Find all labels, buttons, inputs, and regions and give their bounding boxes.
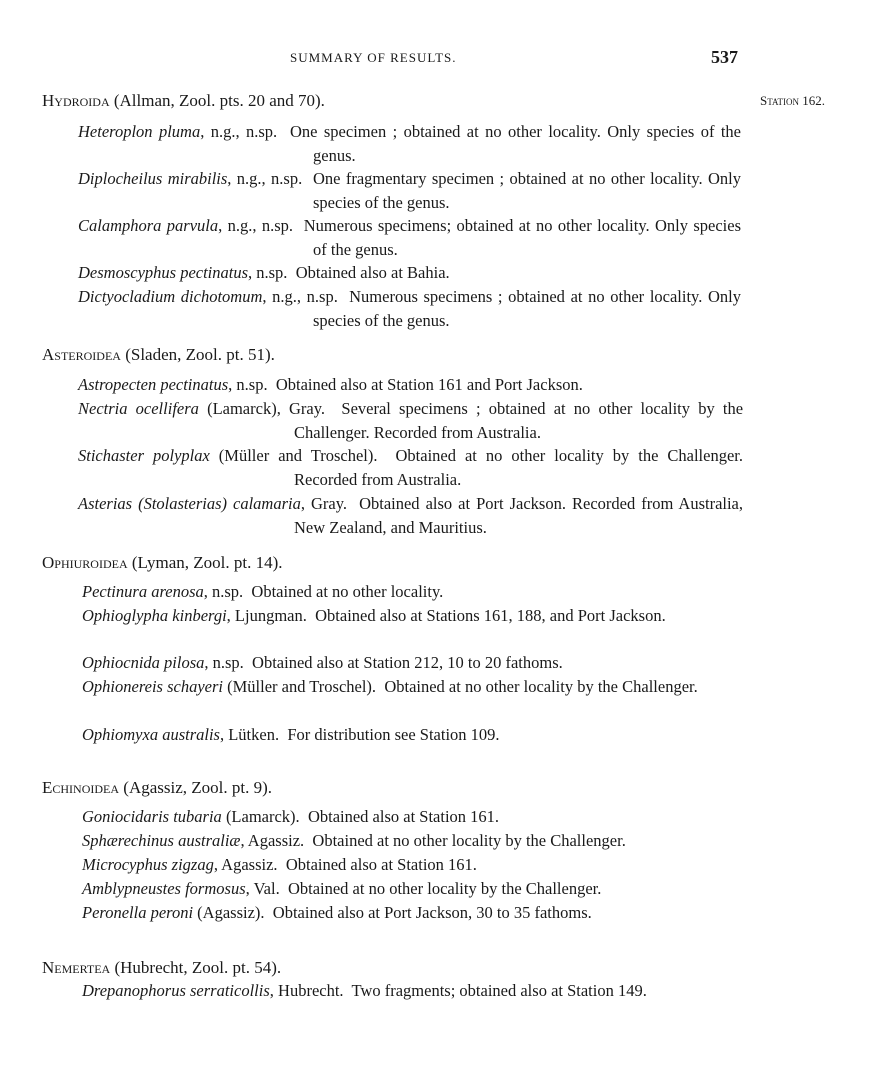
group-name: Hydroida [42,91,110,110]
species-note: Obtained also at Stations 161, 188, and Port Jackson. [315,606,666,625]
species-name: Nectria ocellifera [78,399,199,418]
species-entry [82,580,745,604]
species-authority: (Lamarck), Gray. [198,399,326,418]
species-name: Calamphora parvula [78,216,219,235]
species-note: Obtained also at Station 212, 10 to 20 fathoms. [252,653,563,672]
running-title: SUMMARY OF RESULTS. [290,50,457,65]
group-heading [42,777,272,799]
group-reference: (Hubrecht, Zool. pt. 54). [114,958,282,977]
species-entry [78,167,741,214]
running-head [0,47,880,70]
species-note: Obtained also at Station 161. [285,855,477,874]
species-entry [78,214,741,261]
species-note: Obtained also at Port Jackson. Recorded from Australia, New Zealand, and Mauritius. [294,494,744,537]
group-name: Ophiuroidea [42,553,128,572]
species-note: Obtained at no other locality by the Challenger. [384,677,698,696]
species-note: Obtained at no other locality by the Challenger. [287,879,602,898]
page-number: 537 [711,47,738,67]
species-entry [82,651,745,675]
species-name: Ophionereis schayeri [82,677,223,696]
species-entry [78,261,741,285]
group-heading [42,957,281,979]
species-note: Obtained also at Bahia. [295,263,450,282]
group-heading [42,90,325,112]
species-entry [82,675,745,699]
species-name: Asterias (Stolasterias) calamaria [78,494,301,513]
group-name: Asteroidea [42,345,121,364]
species-note: Obtained also at Port Jackson, 30 to 35 fathoms. [272,903,592,922]
species-name: Sphærechinus australiæ [82,831,241,850]
species-authority: , Agassiz. [213,855,278,874]
species-authority: , n.g., n.sp. [227,169,303,188]
species-name: Ophioglypha kinbergi [82,606,227,625]
species-authority: , n.sp. [248,263,288,282]
species-name: Peronella peroni [82,903,194,922]
species-note: Numerous specimens ; obtained at no other locality. Only species of the genus. [313,287,742,330]
species-note: Numerous specimens; obtained at no other locality. Only species of the genus. [303,216,742,259]
species-authority: (Müller and Troschel). [209,446,378,465]
species-entry [82,853,762,877]
group-reference: (Allman, Zool. pts. 20 and 70). [113,91,325,110]
group-reference: (Lyman, Zool. pt. 14). [131,553,283,572]
species-authority: , Val. [245,879,280,898]
species-authority: , n.g., n.sp. [262,287,338,306]
species-authority: (Lamarck). [221,807,300,826]
species-authority: , n.g., n.sp. [200,122,278,141]
species-authority: , Lütken. [219,725,280,744]
species-authority: (Müller and Troschel). [222,677,377,696]
group-reference: (Agassiz, Zool. pt. 9). [123,778,273,797]
species-authority: , Gray. [300,494,348,513]
species-entry [82,723,745,747]
species-note: Obtained at no other locality. [251,582,444,601]
species-name: Amblypneustes formosus [82,879,246,898]
species-name: Dictyocladium dichotomum [78,287,263,306]
species-entry [82,979,747,1003]
group-reference: (Sladen, Zool. pt. 51). [125,345,275,364]
species-name: Goniocidaris tubaria [82,807,222,826]
species-note: Two fragments; obtained also at Station 149. [351,981,647,1000]
species-authority: , n.sp. [228,375,268,394]
species-name: Astropecten pectinatus [78,375,229,394]
group-name: Echinoidea [42,778,120,797]
species-entry [82,877,762,901]
species-entry [78,492,743,539]
species-entry [82,901,762,925]
species-name: Drepanophorus serraticollis [82,981,270,1000]
group-name: Nemertea [42,958,111,977]
species-note: One specimen ; obtained at no other locality. Only species of the genus. [290,122,742,165]
species-entry [78,120,741,167]
species-name: Stichaster polyplax [78,446,210,465]
species-authority: , n.sp. [204,653,244,672]
species-name: Heteroplon pluma [78,122,201,141]
species-authority: , n.g., n.sp. [218,216,294,235]
species-authority: , Hubrecht. [269,981,344,1000]
species-name: Desmoscyphus pectinatus [78,263,249,282]
species-note: Obtained also at Station 161 and Port Jackson. [275,375,583,394]
station-label: Station 162. [760,93,826,108]
species-entry [78,397,743,444]
species-name: Pectinura arenosa [82,582,204,601]
group-heading [42,552,282,574]
species-note: One fragmentary specimen ; obtained at no other locality. Only species of the genus. [312,169,742,212]
species-authority: , Ljungman. [226,606,307,625]
species-entry [78,444,743,491]
species-entry [82,604,745,628]
species-name: Microcyphus zigzag [82,855,214,874]
species-authority: , Agassiz. [240,831,305,850]
species-name: Ophiomyxa australis [82,725,220,744]
species-name: Diplocheilus mirabilis [78,169,228,188]
species-name: Ophiocnida pilosa [82,653,205,672]
species-entry [82,805,762,829]
species-entry [78,285,741,332]
species-entry [82,829,762,853]
group-heading [42,344,275,366]
species-note: Obtained also at Station 161. [307,807,500,826]
species-note: Obtained at no other locality by the Challenger. [312,831,626,850]
species-note: For distribution see Station 109. [287,725,500,744]
species-note: Several specimens ; obtained at no other locality by the Challenger. Recorded from Australia. [294,399,744,442]
species-authority: , n.sp. [203,582,244,601]
species-note: Obtained at no other locality by the Challenger. Recorded from Australia. [294,446,744,489]
species-entry [78,373,743,397]
species-authority: (Agassiz). [193,903,265,922]
